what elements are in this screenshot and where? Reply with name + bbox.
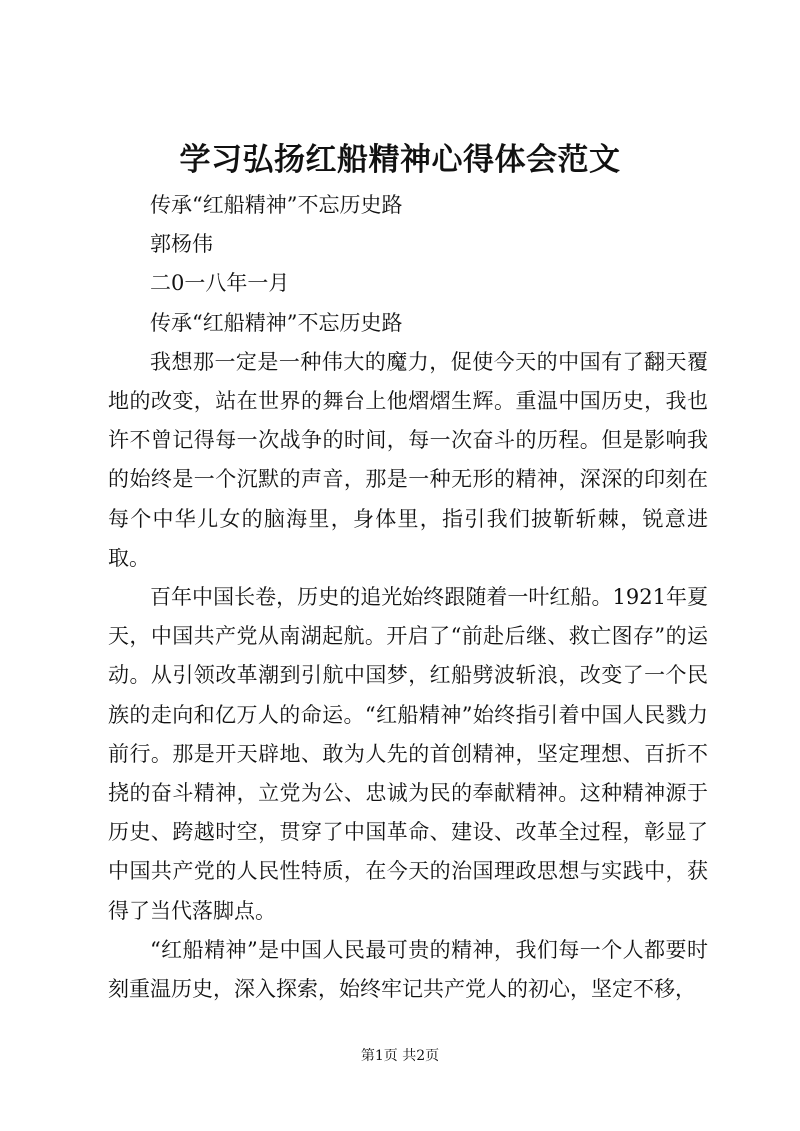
document-author: 郭杨伟 (150, 232, 213, 257)
document-subtitle: 传承“红船精神”不忘历史路 (150, 193, 403, 217)
document-heading: 传承“红船精神”不忘历史路 (150, 310, 403, 335)
document-date: 二0一八年一月 (150, 271, 290, 296)
page-footer: 第1页 共2页 (360, 1048, 440, 1064)
document-body (108, 186, 708, 1009)
document-title: 学习弘扬红船精神心得体会范文 (179, 142, 621, 178)
paragraph-2: 百年中国长卷，历史的追光始终跟随着一叶红船。1921年夏天，中国共产党从南湖起航。开启了“前赴后继、救亡图存”的运动。从引领改革潮到引航中国梦，红船劈波斩浪，改变了一个民族的走向和亿万人的命运。“红船精神”始终指引着中国人民戮力前行。那是开天辟地、敢为人先的首创精神，坚定理想、百折不挠的奋斗精神，立党为公、忠诚为民的奉献精神。这种精神源于历史、跨越时空，贯穿了中国革命、建设、改革全过程，彰显了中国共产党的人民性特质，在今天的治国理政思想与实践中，获得了当代落脚点。 (108, 585, 708, 923)
paragraph-3: “红船精神”是中国人民最可贵的精神，我们每一个人都要时刻重温历史，深入探索，始终牢记共产党人的初心，坚定不移， (108, 937, 708, 1002)
paragraph-1: 我想那一定是一种伟大的魔力，促使今天的中国有了翻天覆地的改变，站在世界的舞台上他熠熠生辉。重温中国历史，我也许不曾记得每一次战争的时间，每一次奋斗的历程。但是影响我的始终是一个沉默的声音，那是一种无形的精神，深深的印刻在每个中华儿女的脑海里，身体里，指引我们披靳斩棘，锐意进取。 (108, 349, 708, 570)
